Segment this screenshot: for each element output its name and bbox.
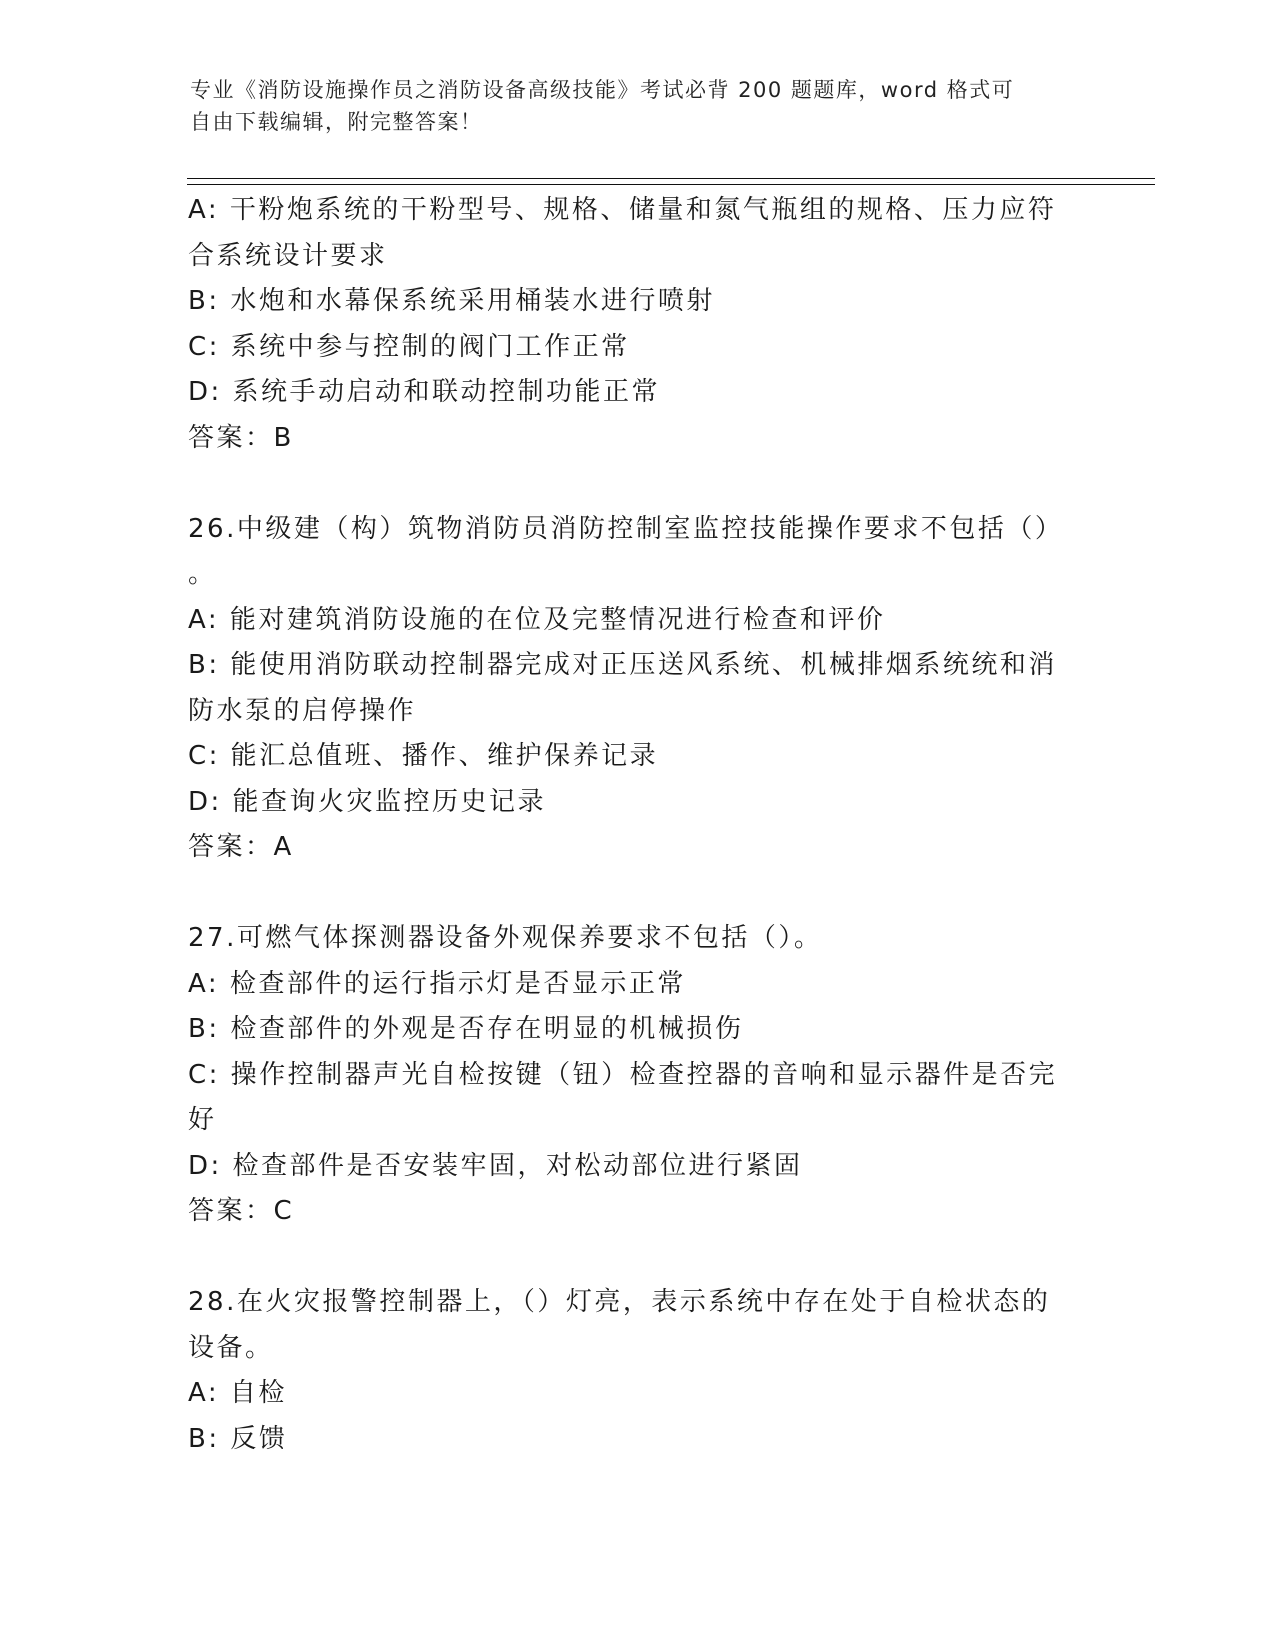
header-line-2: 自由下载编辑，附完整答案！ [190, 110, 483, 134]
option-c: C: 系统中参与控制的阀门工作正常 [188, 331, 630, 362]
header-line-1: 专业《消防设施操作员之消防设备高级技能》考试必背 200 题题库，word 格式可 [190, 78, 1015, 102]
option-a: A: 检查部件的运行指示灯是否显示正常 [188, 968, 686, 999]
option-c: C: 操作控制器声光自检按键（钮）检查控器的音响和显示器件是否完 [188, 1059, 1058, 1090]
question-list [188, 188, 1088, 1462]
question-25 [188, 188, 1088, 461]
spacer [188, 1235, 1088, 1281]
answer: 答案：C [188, 1196, 295, 1226]
question-stem: 26.中级建（构）筑物消防员消防控制室监控技能操作要求不包括（） [188, 513, 1064, 544]
option-b-continued: 防水泵的启停操作 [188, 695, 417, 726]
question-stem-continued: 。 [188, 559, 217, 589]
option-a-continued: 合系统设计要求 [188, 240, 388, 271]
option-b: B: 能使用消防联动控制器完成对正压送风系统、机械排烟系统统和消 [188, 650, 1057, 680]
question-stem-continued: 设备。 [188, 1332, 274, 1363]
option-d: D: 检查部件是否安装牢固，对松动部位进行紧固 [188, 1150, 803, 1181]
header-divider-top [187, 178, 1155, 179]
spacer [188, 461, 1088, 507]
option-b: B: 水炮和水幕保系统采用桶装水进行喷射 [188, 286, 715, 316]
answer: 答案：B [188, 422, 294, 453]
option-a: A: 自检 [188, 1378, 287, 1408]
spacer [188, 871, 1088, 917]
option-c: C: 能汇总值班、播作、维护保养记录 [188, 741, 659, 771]
question-stem: 28.在火灾报警控制器上，（）灯亮，表示系统中存在处于自检状态的 [188, 1287, 1051, 1317]
option-b: B: 检查部件的外观是否存在明显的机械损伤 [188, 1014, 744, 1044]
option-c-continued: 好 [188, 1105, 217, 1135]
document-header [190, 74, 1080, 138]
question-stem: 27.可燃气体探测器设备外观保养要求不包括（）。 [188, 923, 823, 953]
option-d: D: 系统手动启动和联动控制功能正常 [188, 377, 661, 407]
header-divider-bottom [187, 184, 1155, 185]
question-26 [188, 507, 1088, 871]
option-d: D: 能查询火灾监控历史记录 [188, 786, 547, 817]
option-a: A: 能对建筑消防设施的在位及完整情况进行检查和评价 [188, 604, 886, 635]
question-27 [188, 916, 1088, 1235]
answer: 答案：A [188, 832, 294, 862]
option-a: A: 干粉炮系统的干粉型号、规格、储量和氮气瓶组的规格、压力应符 [188, 195, 1057, 225]
question-28 [188, 1280, 1088, 1462]
option-b: B: 反馈 [188, 1423, 288, 1454]
